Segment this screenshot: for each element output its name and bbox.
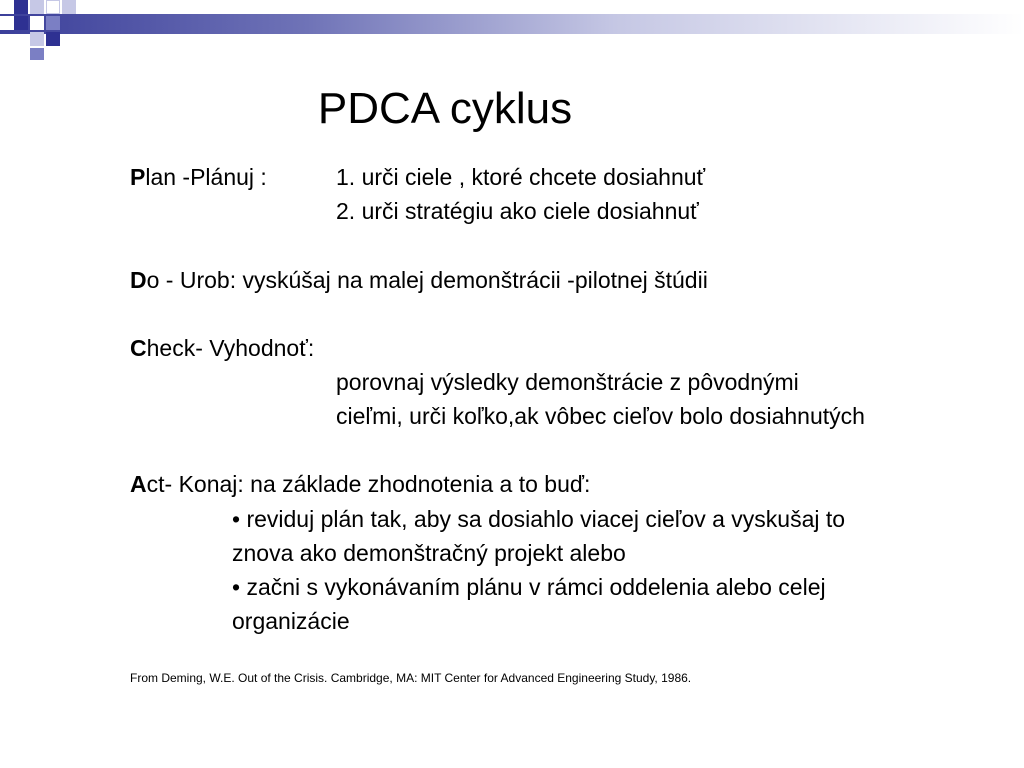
check-label: heck- Vyhodnoť: bbox=[146, 335, 315, 361]
slide-title: PDCA cyklus bbox=[317, 84, 573, 133]
decor-square bbox=[30, 16, 44, 30]
check-heading bbox=[130, 333, 314, 363]
act-bullet-2-line-2: organizácie bbox=[232, 608, 350, 634]
decor-square bbox=[14, 16, 28, 30]
decor-square bbox=[62, 0, 76, 14]
act-initial: A bbox=[130, 471, 147, 497]
act-bullet-1-line-1: • reviduj plán tak, aby sa dosiahlo viacej cieľov a vyskušaj to bbox=[232, 506, 846, 532]
decor-square bbox=[46, 0, 60, 14]
plan-item-2: 2. urči stratégiu ako ciele dosiahnuť bbox=[336, 198, 699, 224]
decor-square bbox=[0, 16, 14, 30]
plan-item-1: 1. urči ciele , ktoré chcete dosiahnuť bbox=[336, 164, 706, 190]
header-gradient-band bbox=[0, 14, 1024, 34]
citation-footnote: From Deming, W.E. Out of the Crisis. Cambridge, MA: MIT Center for Advanced Engineering Study, 1986. bbox=[130, 671, 692, 685]
act-bullet-1-line-2: znova ako demonštračný projekt alebo bbox=[232, 540, 626, 566]
decor-square bbox=[30, 48, 44, 60]
do-text: o - Urob: vyskúšaj na malej demonštrácii -pilotnej štúdii bbox=[146, 267, 708, 293]
act-bullet-2-line-1: • začni s vykonávaním plánu v rámci oddelenia alebo celej bbox=[232, 574, 826, 600]
decor-square bbox=[46, 32, 60, 46]
decor-square bbox=[14, 0, 28, 14]
plan-label: lan -Plánuj : bbox=[145, 164, 267, 190]
do-heading bbox=[130, 265, 708, 295]
act-label: ct- Konaj: na základe zhodnotenia a to buď: bbox=[146, 471, 591, 497]
check-initial: C bbox=[130, 335, 147, 361]
decor-square bbox=[46, 16, 60, 30]
do-initial: D bbox=[130, 267, 147, 293]
decor-square bbox=[30, 0, 44, 14]
check-line-2: cieľmi, urči koľko,ak vôbec cieľov bolo dosiahnutých bbox=[336, 403, 865, 429]
check-line-1: porovnaj výsledky demonštrácie z pôvodnými bbox=[336, 369, 799, 395]
decor-square bbox=[30, 32, 44, 46]
plan-initial: P bbox=[130, 164, 146, 190]
act-heading bbox=[130, 469, 590, 499]
plan-heading bbox=[130, 162, 267, 192]
